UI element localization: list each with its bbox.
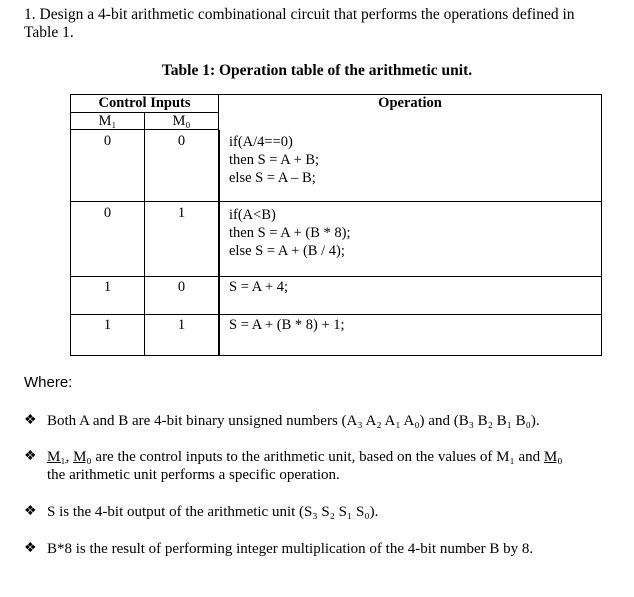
bullet-text-line2: the arithmetic unit performs a specific operation.	[47, 467, 340, 483]
bullet-text	[47, 448, 627, 484]
diamond-bullet-icon: ❖	[24, 449, 37, 464]
row4-m1: 1	[71, 315, 145, 355]
row3-operation	[219, 277, 601, 314]
subheader-m0: M₀	[145, 113, 219, 130]
row4-op-line1: S = A + (B * 8) + 1;	[229, 317, 345, 333]
question-line-1: 1. Design a 4-bit arithmetic combinational circuit that performs the operations defined in	[24, 6, 575, 23]
subheader-m1: M₁	[71, 113, 145, 130]
row1-op-line1: if(A/4==0)	[229, 134, 293, 150]
row2-op-line3: else S = A + (B / 4);	[229, 243, 345, 259]
row4-m0: 1	[145, 315, 219, 355]
bullet-text: S is the 4-bit output of the arithmetic unit (S₃ S₂ S₁ S₀).	[47, 504, 379, 520]
row2-op-line2: then S = A + (B * 8);	[229, 225, 351, 241]
header-operation: Operation	[378, 95, 442, 111]
row3-m1: 1	[71, 277, 145, 314]
diamond-bullet-icon: ❖	[24, 541, 37, 556]
where-label: Where:	[24, 374, 73, 391]
row1-operation	[219, 130, 601, 201]
diamond-bullet-icon: ❖	[24, 504, 37, 519]
operation-table	[70, 94, 602, 356]
m1-underlined: M₁	[47, 449, 66, 465]
row1-op-line2: then S = A + B;	[229, 152, 320, 168]
bullet-text-middle: are the control inputs to the arithmetic unit, based on the values of M₁ and	[91, 449, 544, 465]
row2-m1: 0	[71, 202, 145, 276]
row2-op-line1: if(A<B)	[229, 207, 276, 223]
question-line-2: Table 1.	[24, 24, 74, 41]
row1-op-line3: else S = A – B;	[229, 170, 316, 186]
row2-m0: 1	[145, 202, 219, 276]
m0-underlined-end: M₀	[543, 449, 563, 465]
m0-underlined: M₀	[73, 449, 92, 465]
bullet-text-comma: ,	[65, 449, 74, 465]
row2-operation	[219, 202, 601, 276]
row3-m0: 0	[145, 277, 219, 314]
header-control-inputs: Control Inputs	[71, 95, 219, 113]
table-title: Table 1: Operation table of the arithmetic unit.	[161, 62, 473, 79]
row1-m1: 0	[71, 130, 145, 201]
row3-op-line1: S = A + 4;	[229, 279, 289, 295]
diamond-bullet-icon: ❖	[24, 413, 37, 428]
row1-m0: 0	[145, 130, 219, 201]
bullet-text: Both A and B are 4-bit binary unsigned numbers (A₃ A₂ A₁ A₀) and (B₃ B₂ B₁ B₀).	[47, 413, 540, 429]
question-text	[24, 6, 624, 42]
row4-operation	[219, 315, 601, 355]
bullet-text: B*8 is the result of performing integer multiplication of the 4-bit number B by 8.	[47, 541, 534, 557]
